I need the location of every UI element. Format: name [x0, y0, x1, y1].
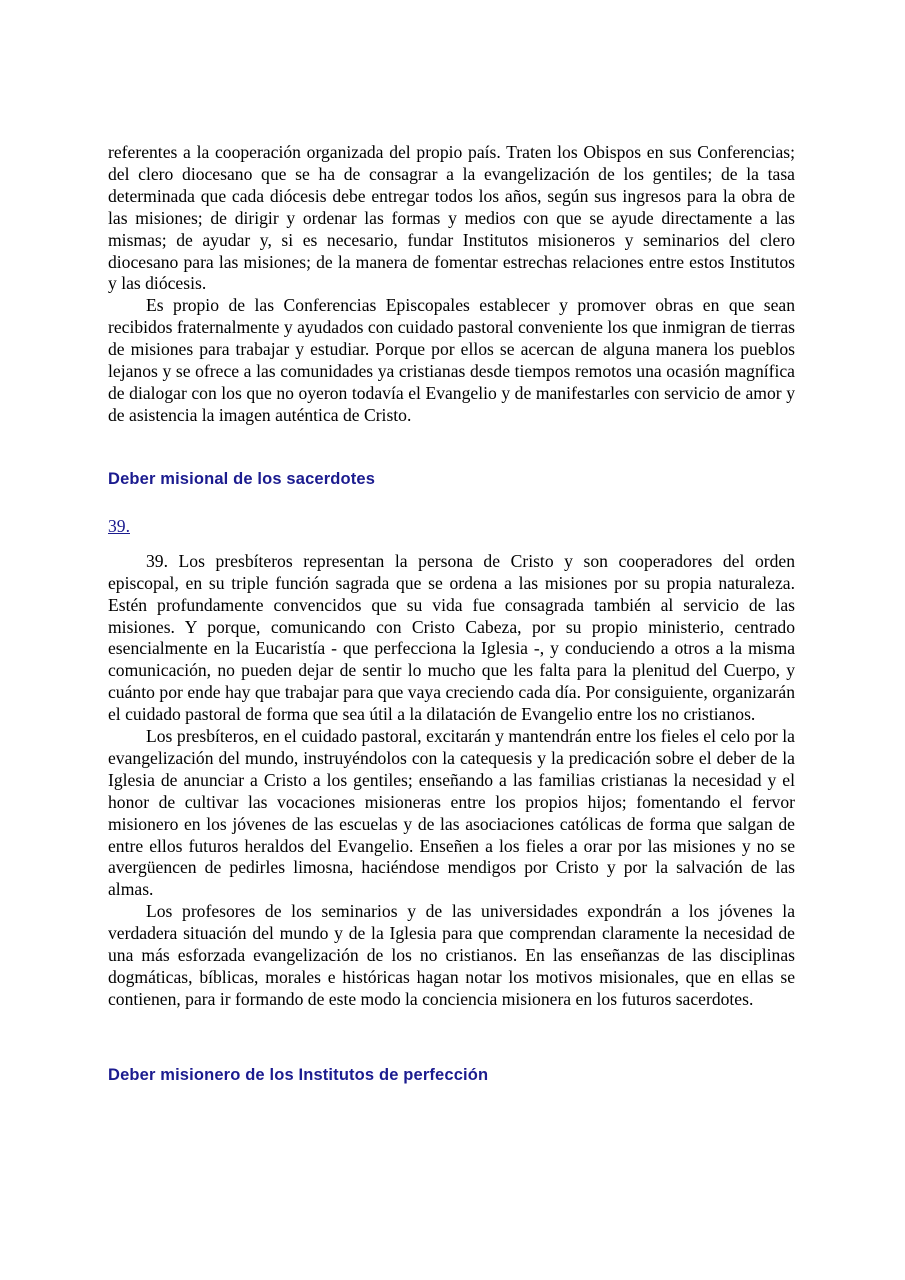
spacer-after-anchor: [108, 537, 795, 551]
paragraph-seminary-professors: Los profesores de los seminarios y de las universidades expondrán a los jóvenes la verdadera situación del mundo y de la Iglesia para que comprendan claramente la necesidad de una más esforzada evangelización de los no cristianos. En las enseñanzas de las disciplinas dogmáticas, bíblicas, morales e históricas hagan notar los motivos misionales, que en ellas se contienen, para ir formando de este modo la conciencia misionera en los futuros sacerdotes.: [108, 901, 795, 1009]
section-anchor-39[interactable]: 39.: [108, 515, 130, 536]
spacer-after-heading-1: [108, 489, 795, 515]
section-anchor-line: [108, 515, 795, 537]
heading-deber-misional-sacerdotes: Deber misional de los sacerdotes: [108, 469, 376, 488]
paragraph-pastoral-care: Los presbíteros, en el cuidado pastoral, excitarán y mantendrán entre los fieles el celo por la evangelización del mundo, instruyéndolos con la catequesis y la predicación sobre el deber de la Iglesia de anunciar a Cristo a los gentiles; enseñando a las familias cristianas la necesidad y el honor de cultivar las vocaciones misioneras entre los propios hijos; fomentando el fervor misionero en los jóvenes de las escuelas y de las asociaciones católicas de forma que salgan de entre ellos futuros heraldos del Evangelio. Enseñen a los fieles a orar por las misiones y no se avergüencen de pedirles limosna, haciéndose mendigos por Cristo y por la salvación de las almas.: [108, 726, 795, 900]
paragraph-continued-cooperation: referentes a la cooperación organizada del propio país. Traten los Obispos en sus Conferencias; del clero diocesano que se ha de consagrar a la evangelización de los gentiles; de la tasa determinada que cada diócesis debe entregar todos los años, según sus ingresos para la obra de las misiones; de dirigir y ordenar las formas y medios con que se ayude directamente a las mismas; de ayudar y, si es necesario, fundar Institutos misioneros y seminarios del clero diocesano para las misiones; de la manera de fomentar estrechas relaciones entre estos Institutos y las diócesis.: [108, 142, 795, 294]
spacer-before-heading-2: [108, 1011, 795, 1065]
paragraph-39-presbiteros: 39. Los presbíteros representan la persona de Cristo y son cooperadores del orden episcopal, en su triple función sagrada que se ordena a las misiones por su propia naturaleza. Estén profundamente convencidos que su vida fue consagrada también al servicio de las misiones. Y porque, comunicando con Cristo Cabeza, por su propio ministerio, centrado esencialmente en la Eucaristía - que perfecciona la Iglesia -, y conduciendo a otros a la misma comunicación, no pueden dejar de sentir lo mucho que les falta para la plenitud del Cuerpo, y cuánto por ende hay que trabajar para que vaya creciendo cada día. Por consiguiente, organizarán el cuidado pastoral de forma que sea útil a la dilatación de Evangelio entre los no cristianos.: [108, 550, 795, 725]
spacer-before-heading-1: [108, 427, 795, 469]
document-text-column: [108, 142, 795, 1085]
paragraph-episcopal-conferences: Es propio de las Conferencias Episcopales establecer y promover obras en que sean recibidos fraternalmente y ayudados con cuidado pastoral conveniente los que inmigran de tierras de misiones para trabajar y estudiar. Porque por ellos se acercan de alguna manera los pueblos lejanos y se ofrece a las comunidades ya cristianas desde tiempos remotos una ocasión magnífica de dialogar con los que no oyeron todavía el Evangelio y de manifestarles con servicio de amor y de asistencia la imagen auténtica de Cristo.: [108, 295, 795, 425]
heading-deber-misionero-institutos: Deber misionero de los Institutos de perfección: [108, 1065, 489, 1084]
